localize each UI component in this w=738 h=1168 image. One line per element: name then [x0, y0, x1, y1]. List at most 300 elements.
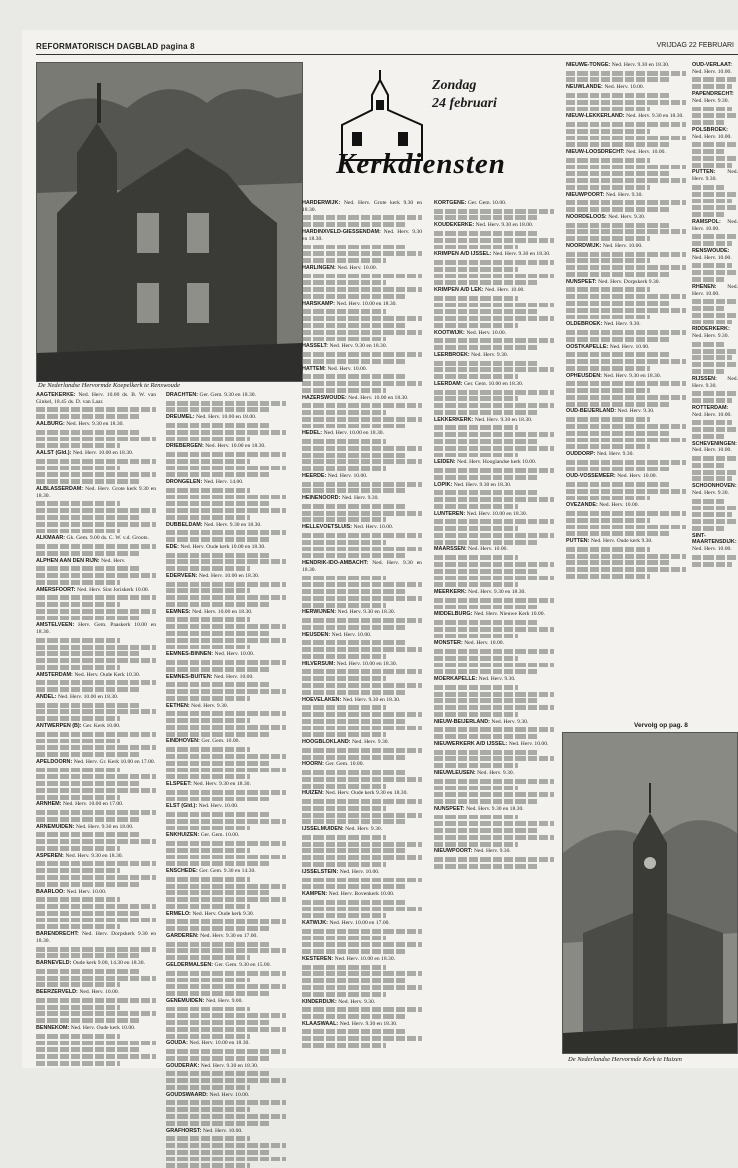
text-line [302, 848, 405, 853]
listing-entry [166, 573, 286, 580]
listing-entry [36, 853, 156, 860]
text-line [36, 665, 120, 670]
text-line [434, 390, 554, 395]
text-line [302, 965, 386, 970]
listing-place: SCHEVENINGEN: [692, 440, 737, 447]
listing-text: Ned. Herv. 10.00. [353, 524, 394, 531]
listing-entry [692, 91, 738, 105]
text-line [302, 359, 405, 364]
text-line [36, 868, 120, 873]
text-line [166, 472, 269, 477]
listing-entry [692, 405, 738, 419]
listing-text: Ned. Herv. 9.30. [608, 213, 646, 220]
text-line [302, 1014, 405, 1019]
text-line [434, 779, 554, 784]
text-line [166, 459, 250, 464]
text-line [434, 692, 554, 697]
text-line [692, 120, 724, 125]
text-line [434, 396, 518, 401]
listing-place: MONSTER: [434, 640, 465, 647]
text-line [566, 308, 686, 313]
listing-entry [166, 1063, 286, 1070]
text-line [434, 453, 518, 458]
text-line [166, 667, 269, 672]
text-line [302, 215, 422, 220]
listing-place: IJSSELMUIDEN: [302, 826, 346, 833]
listing-entry [434, 611, 554, 618]
text-line [302, 777, 422, 782]
listing-text: Ned. Herv. 10.00. [337, 264, 378, 271]
text-line [302, 942, 422, 947]
listing-text: Ned. Herv. 10.00 en 17.00. [62, 801, 124, 808]
text-line [302, 424, 405, 429]
text-line [36, 1041, 156, 1046]
listing-place: NUNSPEET: [434, 805, 467, 812]
text-line [566, 77, 669, 82]
text-line [302, 596, 422, 601]
text-line [166, 1027, 286, 1032]
text-line [166, 407, 269, 412]
listing-text: Ned. Herv. 9.30. [605, 191, 643, 198]
text-line [566, 100, 686, 105]
listing-entry [434, 511, 554, 518]
listing-text: Ned. Herv. 9.30. [692, 333, 729, 340]
text-line [434, 425, 518, 430]
text-line [434, 497, 554, 502]
text-line [166, 631, 269, 636]
text-line [36, 904, 156, 909]
text-line [36, 703, 139, 708]
text-line [434, 309, 537, 314]
listing-entry [566, 62, 686, 69]
listing-text: Herv. Gem. Paaskerk 10.00 en 18.30. [36, 622, 156, 636]
text-line [692, 306, 724, 311]
text-line [434, 605, 537, 610]
text-line [302, 553, 405, 558]
text-line [434, 504, 518, 509]
listing-text: Ned. Herv. 10.00 en 18.30. [466, 510, 528, 517]
text-line [692, 149, 724, 154]
text-line [566, 337, 669, 342]
text-line [36, 1018, 139, 1023]
text-line [36, 658, 156, 663]
text-line [36, 508, 156, 513]
text-line [166, 660, 286, 665]
text-line [302, 482, 422, 487]
listing-entry [434, 640, 554, 647]
listing-place: KINDERDIJK: [302, 998, 339, 1005]
listing-place: LEIDEN: [434, 459, 458, 466]
listing-text: Ned. Herv. 9.30 en 18.30. [204, 521, 262, 528]
text-line [302, 784, 386, 789]
listing-text: Ned. Herv. Oude Kerk 10.30. [74, 671, 141, 678]
listing-text: Ned. Herv. 10.00 en 18.30. [323, 430, 384, 437]
text-line [166, 848, 250, 853]
text-line [566, 330, 686, 335]
listing-place: ALBLASSERDAM: [36, 485, 86, 492]
listing-text: Ned. Herv. 10.00. [213, 673, 254, 680]
listing-text: Ned. Herv. 9.30 en 18.30. [302, 229, 422, 242]
text-line [302, 835, 386, 840]
listing-text: Ned. Herv. 9.30 en 18.30. [492, 251, 551, 258]
text-line [434, 786, 518, 791]
text-line [434, 215, 537, 220]
listing-entry [566, 321, 686, 328]
listing-entry [302, 609, 422, 616]
listing-entry [166, 962, 286, 969]
text-line [302, 504, 405, 509]
text-line [566, 265, 686, 270]
listing-place: HAZERSWOUDE: [302, 394, 349, 401]
text-line [166, 747, 250, 752]
listing-place: EINDHOVEN: [166, 738, 202, 745]
listing-entry [166, 933, 286, 940]
listing-entry [566, 192, 686, 199]
text-line [434, 303, 554, 308]
text-line [302, 719, 405, 724]
text-line [302, 323, 405, 328]
listing-place: HARDINXVELD-GIESSENDAM: [302, 229, 384, 236]
text-line [166, 926, 269, 931]
text-line [302, 540, 386, 545]
text-line [36, 882, 139, 887]
text-line [302, 410, 386, 415]
text-line [692, 349, 738, 354]
listing-place: LEERBROEK: [434, 351, 472, 358]
listing-text: Ned. Herv. 9.30. [477, 770, 515, 777]
listing-entry [302, 395, 422, 402]
listing-place: EEMNES-BUITEN: [166, 673, 214, 680]
listing-text: Ned. Herv. 10.00 en 18.00. [195, 414, 257, 421]
column-3 [302, 200, 422, 1062]
text-line [566, 129, 650, 134]
text-line [302, 1043, 386, 1048]
listing-entry [302, 826, 422, 833]
listing-text: Ned. Herv. 9.30 en 18.30. [474, 416, 533, 423]
text-line [434, 338, 554, 343]
listing-place: GOUDERAK: [166, 1062, 201, 1069]
listing-place: HARSKAMP: [302, 300, 337, 307]
listing-entry [166, 609, 286, 616]
listing-place: ALPHEN AAN DEN RIJN: [36, 557, 102, 564]
listing-entry [692, 326, 738, 340]
text-line [302, 770, 405, 775]
text-line [566, 136, 686, 141]
text-line [434, 663, 554, 668]
text-line [566, 71, 686, 76]
text-line [302, 884, 405, 889]
text-line [36, 969, 139, 974]
text-line [434, 468, 554, 473]
text-line [166, 617, 250, 622]
listing-entry [302, 761, 422, 768]
listing-text: Ned. Herv. Oude kerk 10.00. [70, 1025, 136, 1032]
listing-place: HEDEL: [302, 430, 324, 437]
text-line [166, 797, 269, 802]
listing-entry [566, 243, 686, 250]
listing-place: RENSWOUDE: [692, 247, 730, 254]
text-line [302, 985, 422, 990]
text-line [166, 588, 250, 593]
listing-entry [566, 214, 686, 221]
listing-text: Ned. Herv. 9.30. [473, 848, 511, 855]
text-line [566, 122, 686, 127]
listing-text: Ned. Herv. 10.00. [209, 1091, 250, 1098]
listing-text: Ned. Herv. 10.00. [485, 287, 525, 294]
text-line [692, 456, 738, 461]
listing-place: NIEUW-BEIJERLAND: [434, 718, 492, 725]
listing-entry [302, 956, 422, 963]
text-line [434, 842, 518, 847]
listing-entry [434, 352, 554, 359]
listing-place: SINT-MAARTENSDIJK: [692, 532, 737, 546]
text-line [566, 223, 669, 228]
column-1-entries [36, 392, 156, 1066]
text-line [36, 1005, 120, 1010]
text-line [302, 459, 422, 464]
listing-text: Ned. Herv. 10.00. [198, 803, 239, 810]
text-line [166, 602, 269, 607]
listing-place: HARLINGEN: [302, 264, 338, 271]
listing-text: Ned. Herv. 10.00 en 18.30. [205, 443, 266, 450]
listing-entry [692, 483, 738, 497]
text-line [302, 222, 405, 227]
listing-entry [36, 759, 156, 766]
text-line [302, 352, 422, 357]
listing-text: Ned. Herv. 9.30. [345, 826, 383, 833]
text-line [166, 1034, 250, 1039]
text-line [166, 725, 286, 730]
listing-place: BARNEVELD: [36, 960, 73, 967]
text-line [692, 519, 738, 524]
listing-text: Ned. Herv. 10.00. [609, 343, 650, 350]
text-line [692, 77, 738, 82]
text-line [36, 501, 120, 506]
text-line [166, 689, 286, 694]
listing-place: KOUDEKERKE: [434, 222, 476, 229]
listing-text: Ned. Herv. Oude kerk 9.30 en 18.30. [325, 790, 408, 797]
text-line [166, 508, 286, 513]
text-line [166, 1143, 286, 1148]
text-line [434, 238, 554, 243]
listing-entry [36, 587, 156, 594]
text-line [166, 437, 250, 442]
listing-entry [302, 560, 422, 574]
text-line [434, 649, 554, 654]
text-line [302, 488, 405, 493]
text-line [302, 603, 386, 608]
listing-entry [692, 169, 738, 183]
text-line [36, 810, 156, 815]
listing-place: ANDEL: [36, 694, 58, 701]
listing-entry [434, 546, 554, 553]
listing-text: Ned. Herv. 10.00 en 18.30. [57, 694, 119, 701]
text-line [36, 788, 156, 793]
text-line [36, 638, 120, 643]
text-line [36, 875, 156, 880]
listing-text: Ned. Herv. 10.00 en 18.30. [198, 572, 260, 579]
text-line [302, 403, 422, 408]
listing-place: HEERDE: [302, 472, 328, 479]
text-line [36, 911, 139, 916]
text-line [434, 490, 537, 495]
listing-place: HENDRIK-IDO-AMBACHT: [302, 560, 373, 567]
text-line [36, 566, 139, 571]
text-line [36, 1054, 156, 1059]
listing-place: NOORDWIJK: [566, 242, 603, 249]
text-line [302, 669, 422, 674]
listing-text: Ned. Herv. 9.30 en 18.30. [329, 343, 388, 350]
listing-entry [302, 301, 422, 308]
text-line [36, 472, 156, 477]
text-line [692, 499, 724, 504]
text-line [36, 687, 139, 692]
listing-entry [434, 381, 554, 388]
text-line [166, 430, 286, 435]
listing-place: LOPIK: [434, 481, 454, 488]
listing-place: EETHEN: [166, 702, 192, 709]
listing-place: HUIZEN: [302, 790, 326, 797]
newspaper-page [22, 30, 738, 1134]
text-line [566, 200, 686, 205]
text-line [434, 799, 537, 804]
listing-place: DUBBELDAM: [166, 521, 205, 528]
text-line [434, 634, 518, 639]
text-line [302, 251, 422, 256]
text-line [36, 732, 156, 737]
text-line [434, 533, 554, 538]
text-line [36, 515, 139, 520]
listing-entry [166, 1040, 286, 1047]
text-line [302, 683, 422, 688]
text-line [36, 529, 120, 534]
listing-place: KRIMPEN A/D IJSSEL: [434, 251, 493, 258]
listing-text: Ned. Herv. 10.00 en 18.30. [348, 394, 409, 401]
listing-text: Ned. Herv. 10.00 ds. B. W. van Ginkel, 18.45 ds. D. van Laar. [36, 392, 156, 405]
text-line [36, 953, 139, 958]
listing-text: Ned. Herv. 9.30 en 18.30. [611, 62, 670, 68]
text-line [692, 241, 732, 246]
header-left: REFORMATORISCH DAGBLAD pagina 8 [36, 42, 195, 51]
text-line [692, 205, 738, 210]
listing-text: Ger. Gem. 10.00. [201, 738, 240, 745]
listing-place: IJSSELSTEIN: [302, 868, 340, 875]
listing-entry [566, 373, 686, 380]
text-line [434, 828, 537, 833]
text-line [434, 734, 537, 739]
listing-place: AMSTERDAM: [36, 671, 75, 678]
listing-entry [36, 824, 156, 831]
listing-entry [36, 889, 156, 896]
listing-place: MIDDELBURG: [434, 611, 474, 618]
photo-caption-top: De Nederlandse Hervormde Koepelkerk te Renswoude [38, 382, 181, 389]
listing-entry [692, 376, 738, 390]
listing-place: NIEUWERKERK A/D IJSSEL: [434, 741, 509, 747]
text-line [692, 277, 724, 282]
listing-entry [166, 674, 286, 681]
text-line [36, 839, 156, 844]
text-line [566, 287, 650, 292]
text-line [302, 799, 422, 804]
text-line [566, 258, 650, 263]
text-line [302, 446, 422, 451]
text-line [434, 750, 537, 755]
text-line [166, 1078, 286, 1083]
listing-place: ENKHUIZEN: [166, 832, 201, 839]
title-day: Zondag [432, 78, 477, 93]
listing-text: Ned. Herv. 10.00 en 18.30. [72, 450, 134, 457]
listing-place: KLAASWAAL: [302, 1020, 340, 1027]
text-line [434, 627, 554, 632]
text-line [302, 900, 405, 905]
text-line [166, 1049, 286, 1054]
listing-text: Ned. Herv. 9.30 en 18.30. [337, 609, 396, 616]
text-line [434, 821, 554, 826]
listing-text: Ned. Herv. Dorpskerk 9.30 en 18.30. [36, 931, 156, 944]
text-line [302, 726, 422, 731]
listing-text: Ned. Herv. Nieuwe Kerk 10.00. [473, 611, 545, 618]
text-line [692, 506, 738, 511]
text-line [692, 362, 738, 367]
text-line [692, 156, 738, 161]
listing-text: Ned. Herv. 10.00. [214, 651, 255, 658]
listing-text: Ned. Herv. 9.00. [205, 997, 243, 1004]
text-line [166, 754, 286, 759]
listing-text: Ned. Herv. 9.30. [478, 676, 516, 683]
listing-text: Ned. Herv. 9.30 en 18.30. [193, 781, 251, 788]
text-line [36, 645, 156, 650]
text-line [434, 656, 518, 661]
text-line [166, 841, 286, 846]
text-line [566, 165, 686, 170]
listing-place: LEERDAM: [434, 380, 464, 387]
listing-entry [566, 408, 686, 415]
text-line [566, 229, 686, 234]
text-line [166, 1121, 269, 1126]
listing-place: NOORDELOOS: [566, 213, 609, 220]
listing-text: Ned. Herv. 10.00. [508, 741, 549, 747]
text-line [302, 316, 422, 321]
text-line [166, 1007, 250, 1012]
text-line [434, 864, 537, 869]
listing-entry [166, 703, 286, 710]
listing-place: DRONGELEN: [166, 479, 204, 486]
text-line [36, 479, 139, 484]
column-4 [434, 200, 554, 1062]
text-line [36, 1047, 139, 1052]
listing-place: ARNEMUIDEN: [36, 823, 76, 830]
text-line [566, 171, 669, 176]
listing-place: HEUSDEN: [302, 631, 332, 638]
text-line [434, 267, 518, 272]
text-line [692, 113, 738, 118]
listing-entry [36, 392, 156, 406]
text-line [692, 420, 732, 425]
text-line [434, 410, 537, 415]
text-line [36, 924, 120, 929]
text-line [166, 768, 286, 773]
text-line [166, 530, 286, 535]
listing-text: Ned. Herv. 9.30. [341, 495, 379, 502]
text-line [36, 459, 156, 464]
listing-entry [566, 538, 686, 545]
listing-text: Gk. Gem. 9.00 ds. C. W. v.d. Groots. [66, 535, 149, 542]
text-line [36, 595, 156, 600]
text-line [36, 544, 156, 549]
listing-place: HATTEM: [302, 365, 328, 372]
listing-place: MOERKAPELLE: [434, 676, 479, 683]
text-line [692, 234, 738, 239]
